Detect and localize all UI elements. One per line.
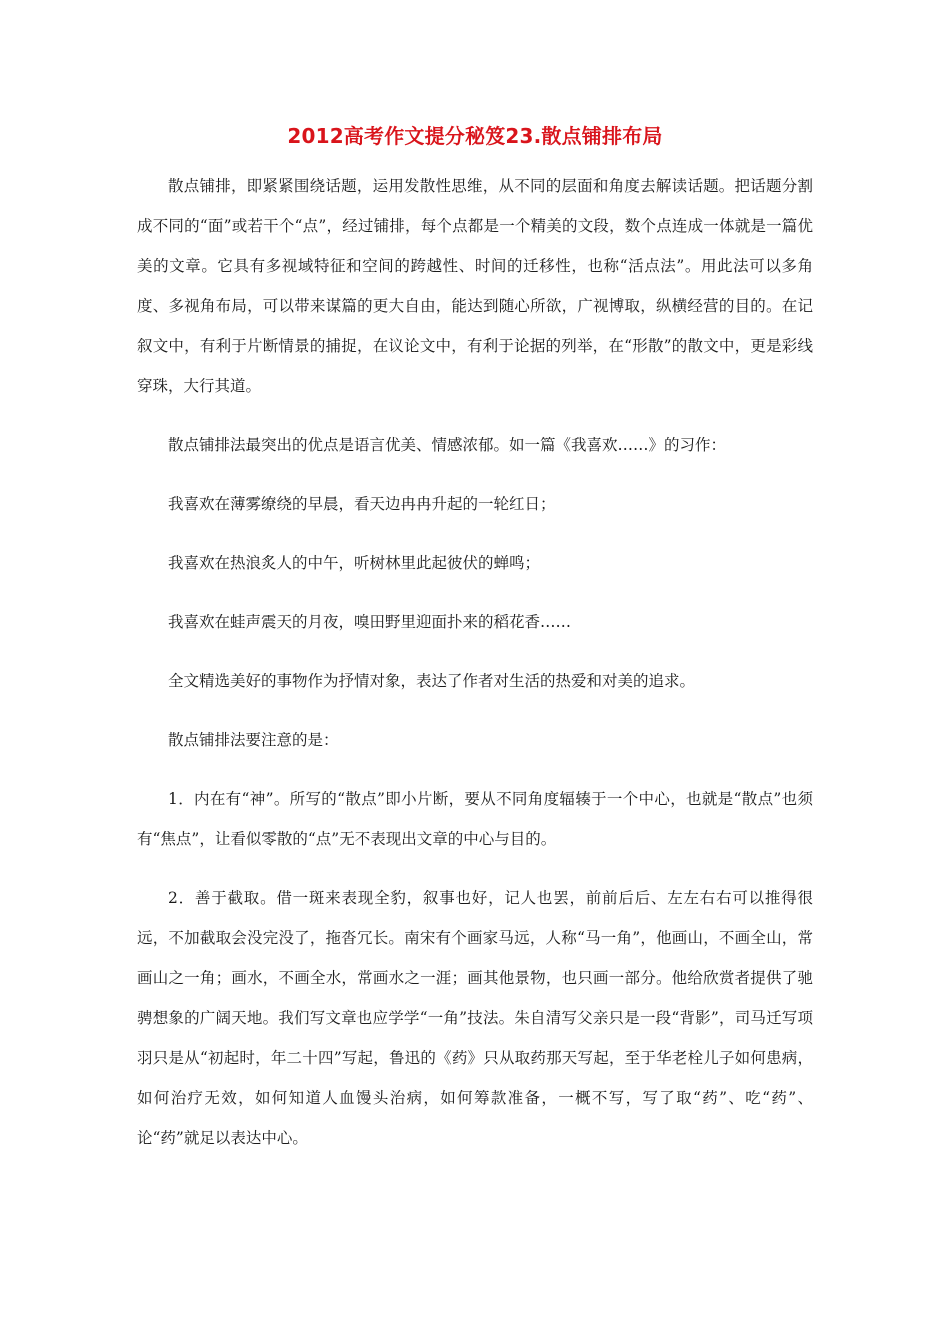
paragraph-gap xyxy=(137,524,813,543)
paragraph-example-morning: 我喜欢在薄雾缭绕的早晨，看天边冉冉升起的一轮红日； xyxy=(168,495,556,513)
paragraph-note-2: 2．善于截取。借一斑来表现全豹，叙事也好，记人也罢，前前后后、左左右右可以推得很远，不加截取会没完没了，拖沓冗长。南宋有个画家马远，人称“马一角”，他画山，不画全山，常画山之一角；画水，不画全水，常画水之一涯；画其他景物，也只画一部分。他给欣赏者提供了驰骋想象的广阔天地。我们写文章也应学学“一角”技法。朱自清写父亲只是一段“背影”，司马迁写项羽只是从“初起时，年二十四”写起，鲁迅的《药》只从取药那天写起，至于华老栓儿子如何患病，如何治疗无效，如何知道人血馒头治病，如何筹款准备，一概不写，写了取“药”、吃“药”、论“药”就足以表达中心。 xyxy=(137,889,813,1147)
document-title: 2012高考作文提分秘笈23.散点铺排布局 xyxy=(287,124,663,148)
paragraph-summary: 全文精选美好的事物作为抒情对象，表达了作者对生活的热爱和对美的追求。 xyxy=(168,672,696,690)
paragraph-example-noon: 我喜欢在热浪炙人的中午，听树林里此起彼伏的蝉鸣； xyxy=(168,554,541,572)
paragraph-advantage: 散点铺排法最突出的优点是语言优美、情感浓郁。如一篇《我喜欢……》的习作： xyxy=(168,436,727,454)
paragraph-example-night: 我喜欢在蛙声震天的月夜，嗅田野里迎面扑来的稻花香…… xyxy=(168,613,572,631)
paragraph-gap xyxy=(137,465,813,484)
paragraph-gap xyxy=(137,406,813,425)
paragraph-gap xyxy=(137,583,813,602)
paragraph-gap xyxy=(137,760,813,779)
paragraph-intro: 散点铺排，即紧紧围绕话题，运用发散性思维，从不同的层面和角度去解读话题。把话题分割成不同的“面”或若干个“点”，经过铺排，每个点都是一个精美的文段，数个点连成一体就是一篇优美的文章。它具有多视域特征和空间的跨越性、时间的迁移性，也称“活点法”。用此法可以多角度、多视角布局，可以带来谋篇的更大自由，能达到随心所欲，广视博取，纵横经营的目的。在记叙文中，有利于片断情景的捕捉，在议论文中，有利于论据的列举，在“形散”的散文中，更是彩线穿珠，大行其道。 xyxy=(137,177,813,395)
paragraph-gap xyxy=(137,859,813,878)
paragraph-notes-heading: 散点铺排法要注意的是： xyxy=(168,731,339,749)
paragraph-gap xyxy=(137,701,813,720)
document-body xyxy=(137,166,813,1158)
paragraph-gap xyxy=(137,642,813,661)
paragraph-note-1: 1．内在有“神”。所写的“散点”即小片断，要从不同角度辐辏于一个中心，也就是“散点”也须有“焦点”，让看似零散的“点”无不表现出文章的中心与目的。 xyxy=(137,790,813,848)
